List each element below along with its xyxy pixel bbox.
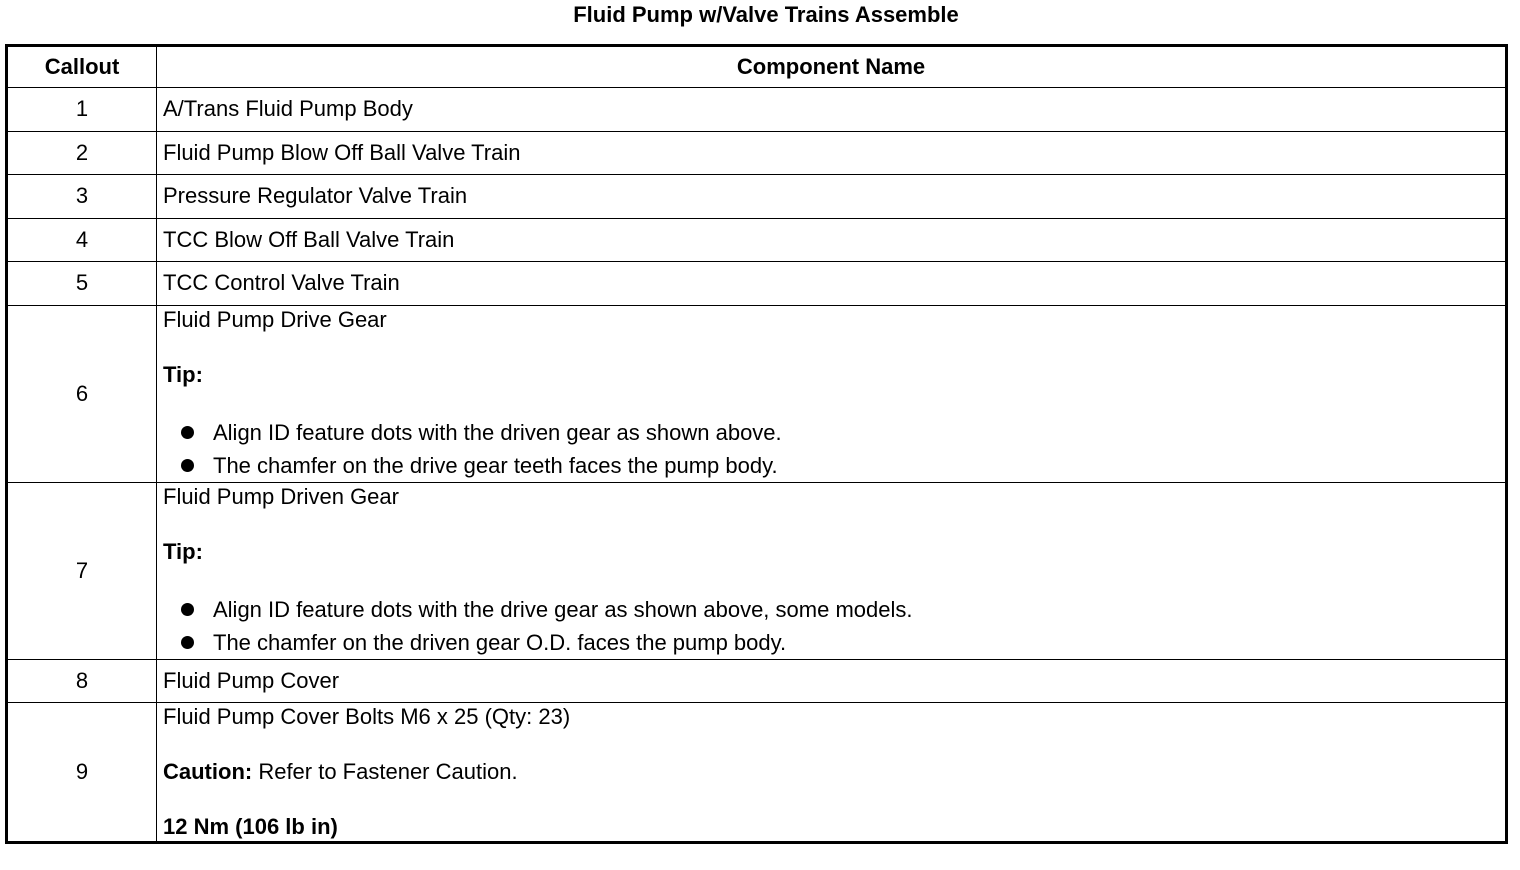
callout-number: 3 xyxy=(7,175,157,219)
callout-number: 9 xyxy=(7,703,157,843)
callout-number: 8 xyxy=(7,659,157,703)
table-row xyxy=(7,88,1507,132)
caution-note xyxy=(163,758,1499,786)
tip-item: The chamfer on the driven gear O.D. faces the pump body. xyxy=(179,626,1499,659)
callout-number: 6 xyxy=(7,305,157,482)
callout-table xyxy=(5,44,1508,844)
callout-number: 5 xyxy=(7,262,157,306)
table-row xyxy=(7,131,1507,175)
torque-spec: 12 Nm (106 lb in) xyxy=(163,814,338,839)
component-cell xyxy=(157,482,1507,659)
component-name: Fluid Pump Cover xyxy=(157,659,1507,703)
table-header-row xyxy=(7,46,1507,88)
component-name: A/Trans Fluid Pump Body xyxy=(157,88,1507,132)
component-name: Fluid Pump Driven Gear xyxy=(163,483,399,509)
table-row xyxy=(7,218,1507,262)
table-row xyxy=(7,659,1507,703)
component-name: Fluid Pump Blow Off Ball Valve Train xyxy=(157,131,1507,175)
tip-list xyxy=(163,416,1499,482)
tip-label: Tip: xyxy=(163,538,203,564)
table-row xyxy=(7,175,1507,219)
component-name: TCC Blow Off Ball Valve Train xyxy=(157,218,1507,262)
table-row xyxy=(7,703,1507,843)
callout-number: 7 xyxy=(7,482,157,659)
callout-number: 2 xyxy=(7,131,157,175)
component-name: Fluid Pump Cover Bolts M6 x 25 (Qty: 23) xyxy=(163,704,571,729)
component-name: Pressure Regulator Valve Train xyxy=(157,175,1507,219)
component-cell xyxy=(157,703,1507,843)
callout-number: 1 xyxy=(7,88,157,132)
tip-list xyxy=(163,593,1499,659)
table-row xyxy=(7,305,1507,482)
component-name: Fluid Pump Drive Gear xyxy=(163,306,387,332)
component-name: TCC Control Valve Train xyxy=(157,262,1507,306)
table-row xyxy=(7,262,1507,306)
caution-text: Refer to Fastener Caution. xyxy=(252,759,518,784)
component-name-column-header: Component Name xyxy=(157,46,1507,88)
table-row xyxy=(7,482,1507,659)
tip-item: The chamfer on the drive gear teeth faces the pump body. xyxy=(179,449,1499,482)
tip-item: Align ID feature dots with the driven gear as shown above. xyxy=(179,416,1499,449)
tip-label: Tip: xyxy=(163,361,203,387)
component-cell xyxy=(157,305,1507,482)
tip-item: Align ID feature dots with the drive gear as shown above, some models. xyxy=(179,593,1499,626)
callout-column-header: Callout xyxy=(7,46,157,88)
page-title: Fluid Pump w/Valve Trains Assemble xyxy=(573,2,959,27)
callout-number: 4 xyxy=(7,218,157,262)
caution-label: Caution: xyxy=(163,759,253,784)
